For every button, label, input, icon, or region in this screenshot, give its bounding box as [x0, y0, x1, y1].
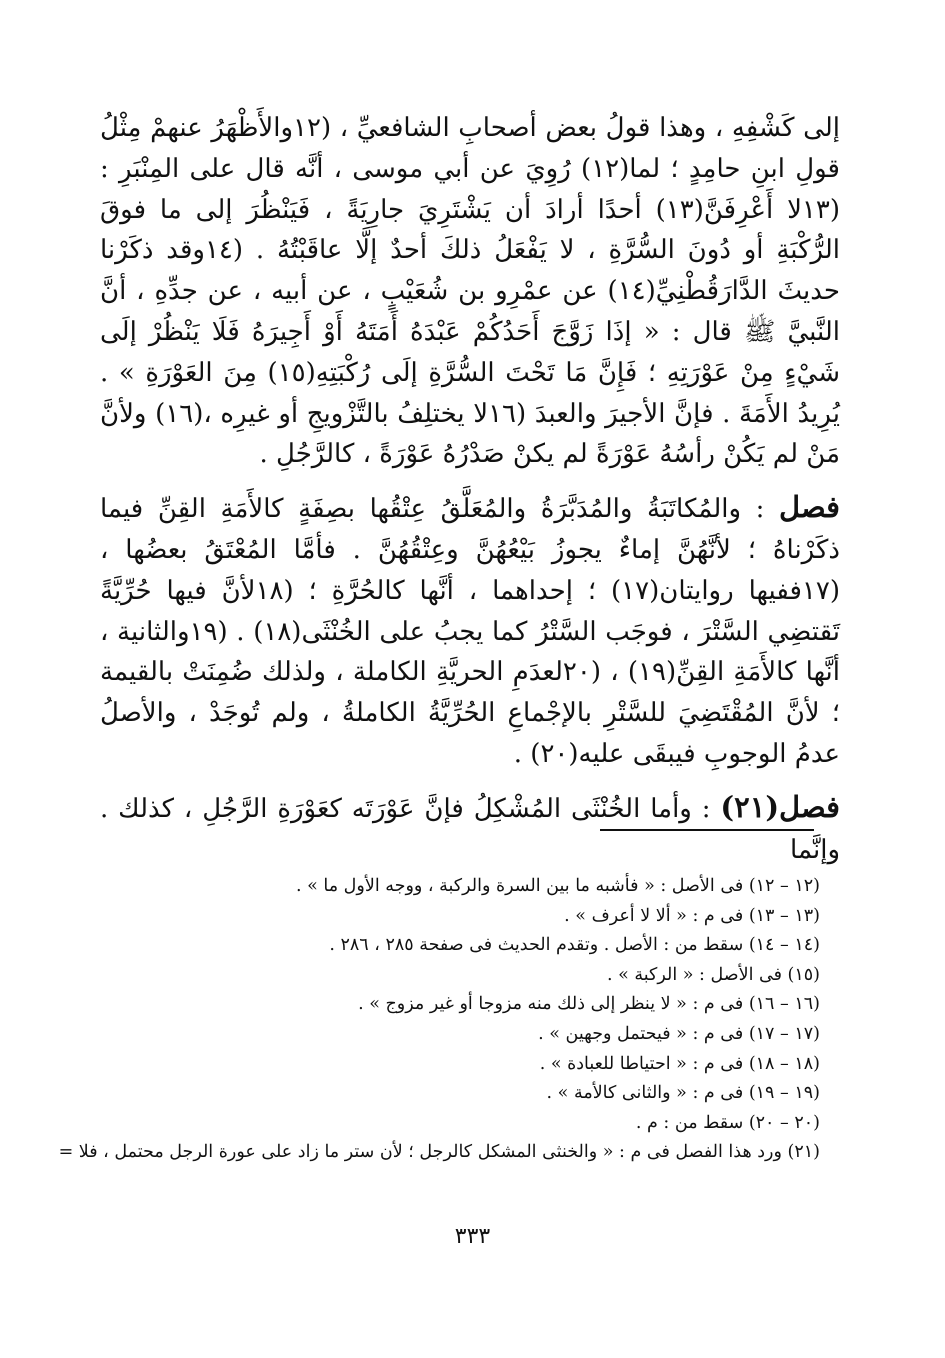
paragraph-3-text: : وأما الخُنْثَى المُشْكِلُ فإنَّ عَوْرَتَه كعَوْرَةِ الرَّجُلِ ، كذلك . وإنَّما — [100, 793, 840, 865]
footnote-item: (٢١) ورد هذا الفصل فى م : « والخنثى المشكل كالرجل ؛ لأن ستر ما زاد على عورة الرجل محتمل ، فلا = — [58, 1142, 820, 1163]
paragraph-1 — [100, 108, 840, 475]
section-heading: فصل — [779, 490, 840, 525]
section-heading: فصل(٢١) — [720, 789, 841, 824]
footnote-item: (١٦ – ١٦) فى م : « لا ينظر إلى ذلك منه مزوجا أو غير مزوج » . — [358, 994, 820, 1015]
page-number: ٣٣٣ — [454, 1224, 491, 1249]
footnote-item: (١٢ – ١٢) فى الأصل : « فأشبه ما بين السرة والركبة ، ووجه الأول ما » . — [296, 876, 820, 896]
footnote-item: (١٤ – ١٤) سقط من : الأصل . وتقدم الحديث فى صفحة ٢٨٥ ، ٢٨٦ . — [329, 935, 820, 956]
footnote-item: (١٨ – ١٨) فى م : « احتياطا للعبادة » . — [539, 1053, 820, 1074]
footnote-separator — [600, 829, 814, 831]
paragraph-2 — [100, 487, 840, 775]
footnote-item: (١٧ – ١٧) فى م : « فيحتمل وجهين » . — [538, 1023, 820, 1044]
paragraph-2-text: : والمُكاتَبَةُ والمُدَبَّرَةُ والمُعَلَّقُ عِتْقُها بصِفَةٍ كالأَمَةِ القِنِّ فيما ذكَرْناهُ ؛ لأنَّهُنَّ إماءٌ يجوزُ بَيْعُهُنَّ وعِتْقُهُنَّ . فأمَّا المُعْتَقُ بعضُها ، (١٧ففيها روايتان(١٧) ؛ إحداهما ، أنَّها كالحُرَّةِ ؛ (١٨لأنَّ فيها حُرِّيَّةً تَقتضِي السَّتْرَ ، فوجَب السَّتْرُ كما يجبُ على الخُنْثَى(١٨) . (١٩والثانية ، أنَّها كالأَمَةِ القِنِّ(١٩) ، (٢٠لعدَمِ الحريَّةِ الكاملة ، ولذلك ضُمِنَتْ بالقيمة ؛ لأنَّ المُقْتَضِيَ للسَّتْرِ بالإجْماعِ الحُرِّيَّةُ الكاملةُ ، ولم تُوجَدْ ، والأصلُ عدمُ الوجوبِ فيبقَى عليه(٢٠) . — [100, 494, 841, 769]
paragraph-1-text: إلى كَشْفِهِ ، وهذا قولُ بعض أصحابِ الشافعيِّ ، (١٢والأَظْهَرُ عنهمْ مِثْلُ قولِ ابنِ حامِدٍ ؛ لما(١٢) رُوِيَ عن أبي موسى ، أنَّه قال على المِنْبَرِ : (١٣لا أَعْرِفَنَّ(١٣) أحدًا أرادَ أن يَشْتَرِيَ جارِيَةً ، فَيَنْظُرَ إلى ما فوقَ الرُّكْبَةِ أو دُونَ السُّرَّةِ ، لا يَفْعَلُ ذلكَ أحدٌ إلَّا عاقَبْتُهُ . (١٤وقد ذكَرْنا حديثَ الدَّارَقُطْنِيِّ(١٤) عن عمْرِو بن شُعَيْبٍ ، عن أبيه ، عن جدِّهِ ، أنَّ النَّبيَّ ﷺ قال : « إذَا زَوَّجَ أَحَدُكُمْ عَبْدَهُ أَمَتَهُ أَوْ أَجِيرَهُ فَلَا يَنْظُرْ إلَى شَيْءٍ مِنْ عَوْرَتِهِ ؛ فَإِنَّ مَا تَحْتَ السُّرَّةِ إلَى رُكْبَتِهِ(١٥) مِنَ العَوْرَةِ » . يُرِيدُ الأَمَةَ . فإنَّ الأجيرَ والعبدَ (١٦لا يختلِفُ بالتَّزْويجِ أو غيرِه ،(١٦) ولأنَّ مَنْ لم يَكُنْ رأسُهُ عَوْرَةً لم يكنْ صَدْرُهُ عَوْرَةً ، كالرَّجُلِ . — [100, 113, 841, 470]
footnote-item: (١٩ – ١٩) فى م : « والثانى كالأمة » . — [546, 1083, 820, 1104]
footnote-item: (٢٠ – ٢٠) سقط من : م . — [635, 1112, 820, 1133]
footnotes — [58, 872, 820, 1168]
footnote-item: (١٥) فى الأصل : « الركبة » . — [606, 964, 820, 985]
main-text — [100, 108, 840, 882]
footnote-item: (١٣ – ١٣) فى م : « ألا لا أعرف » . — [564, 905, 820, 926]
